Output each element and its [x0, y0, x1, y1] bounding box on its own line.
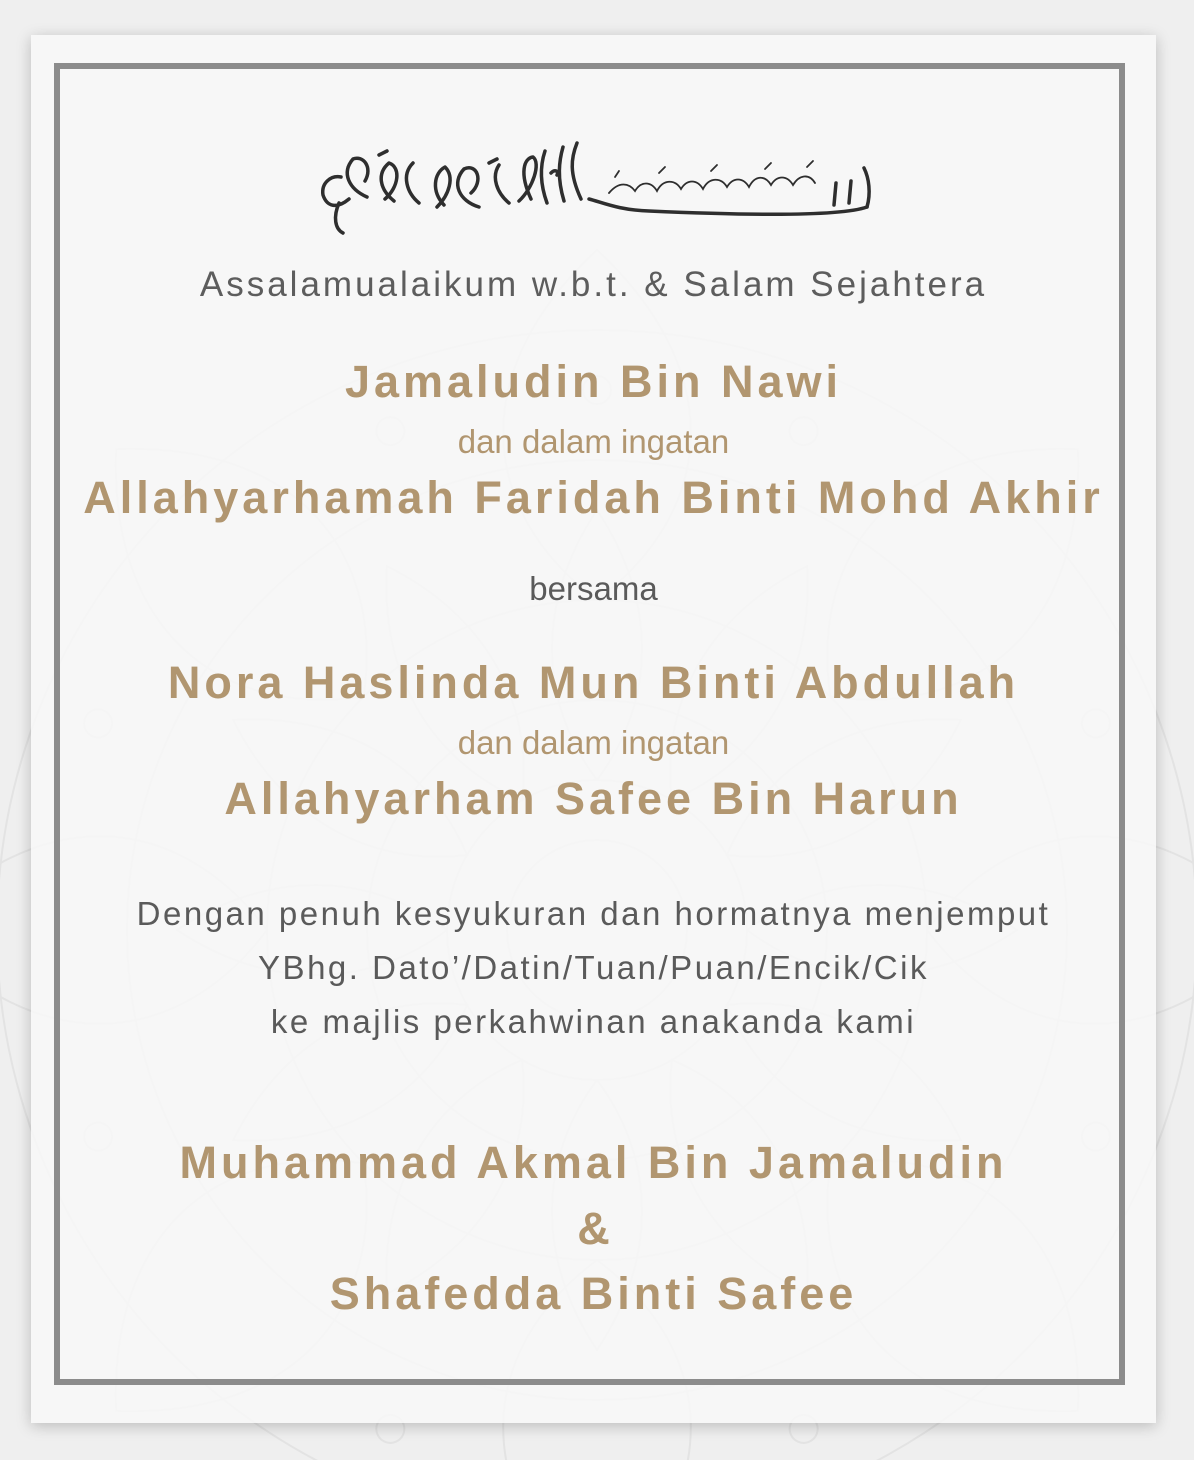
invitation-card: [31, 35, 1156, 1423]
groom-mother-name: Nora Haslinda Mun Binti Abdullah: [167, 657, 1020, 708]
groom-parents-connector: dan dalam ingatan: [457, 724, 730, 761]
couple-ampersand: &: [577, 1203, 610, 1254]
bride-name: Shafedda Binti Safee: [329, 1268, 858, 1319]
bride-parents-connector: dan dalam ingatan: [457, 423, 730, 460]
greeting-text: Assalamualaikum w.b.t. & Salam Sejahtera: [199, 265, 988, 304]
groom-name: Muhammad Akmal Bin Jamaludin: [179, 1137, 1008, 1188]
groom-father-name: Allahyarham Safee Bin Harun: [224, 773, 963, 824]
together-label: bersama: [529, 570, 658, 607]
bismillah-calligraphy-icon: [319, 133, 879, 238]
invitation-line-1: Dengan penuh kesyukuran dan hormatnya menjemput: [136, 895, 1051, 932]
invitation-line-3: ke majlis perkahwinan anakanda kami: [270, 1003, 917, 1040]
bride-mother-name: Allahyarhamah Faridah Binti Mohd Akhir: [83, 472, 1104, 523]
bride-father-name: Jamaludin Bin Nawi: [344, 356, 843, 407]
invitation-line-2: YBhg. Dato’/Datin/Tuan/Puan/Encik/Cik: [258, 949, 929, 986]
